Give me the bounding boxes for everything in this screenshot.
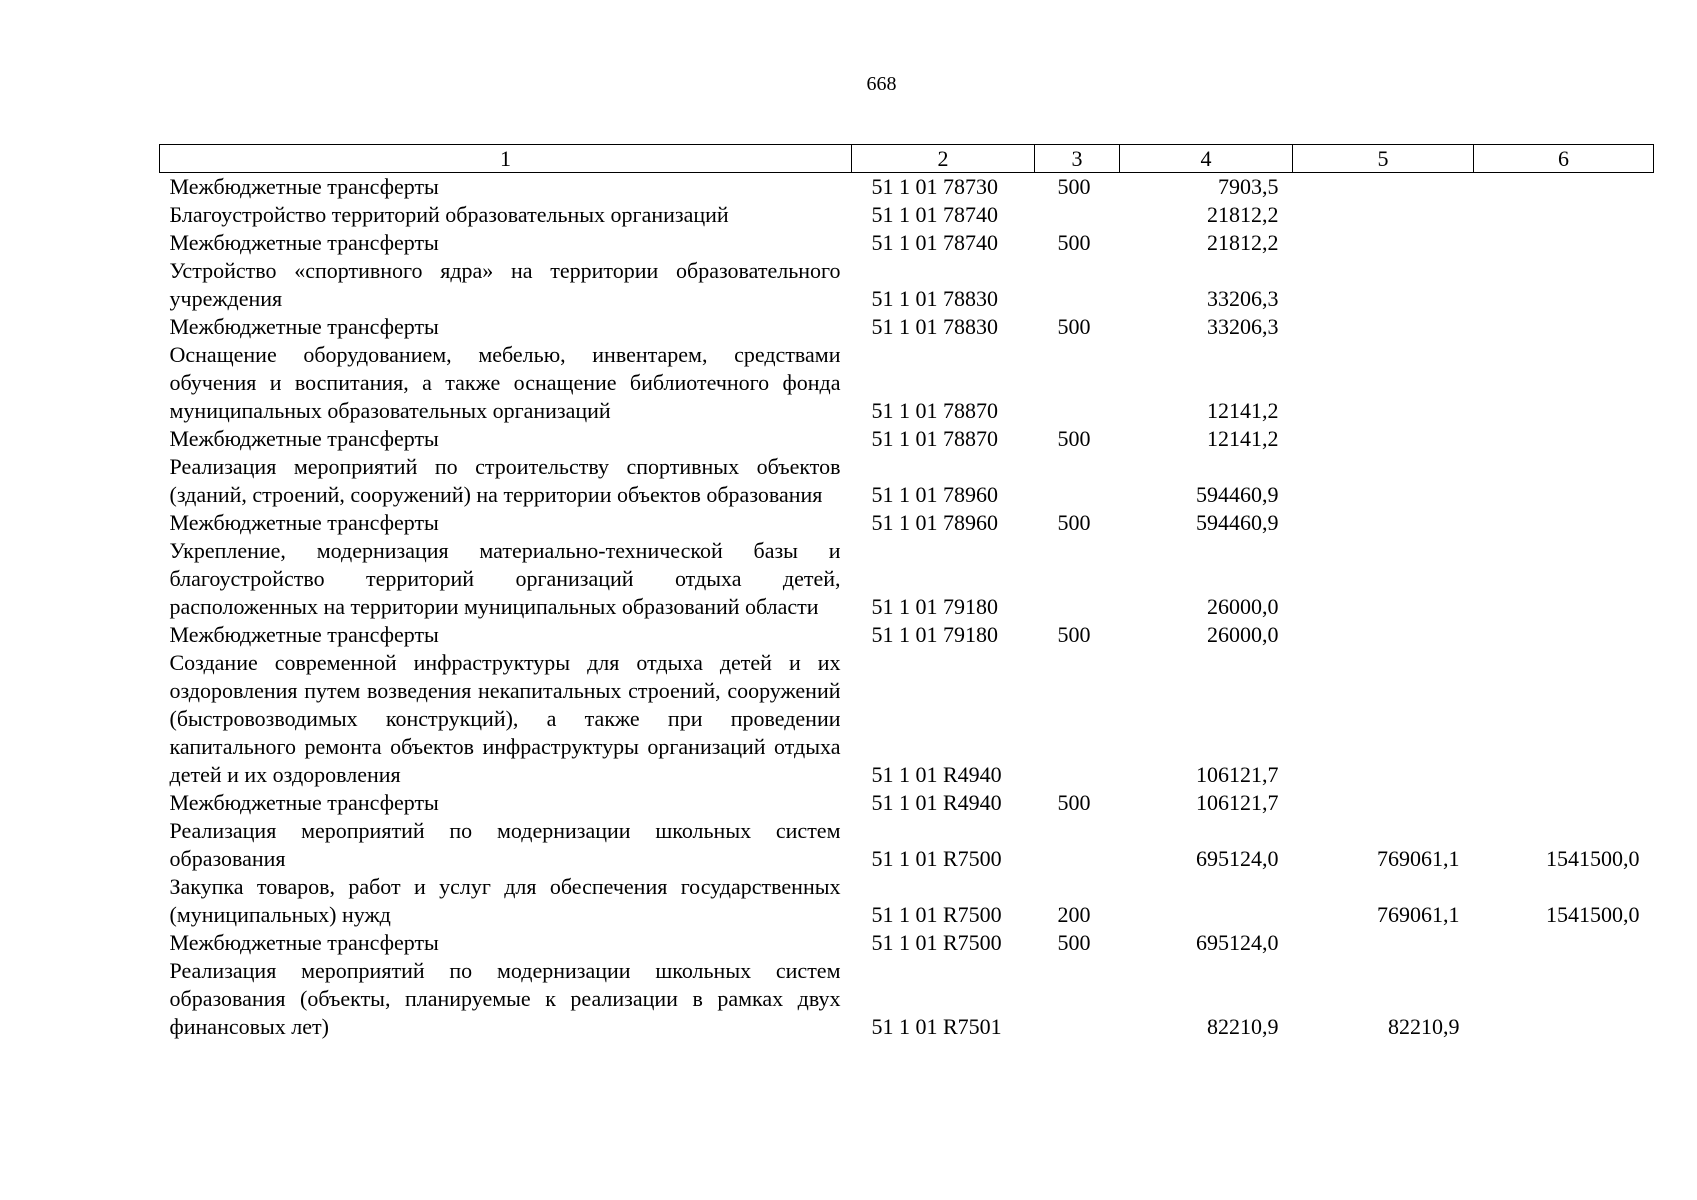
table-row [160, 173, 1654, 202]
budget-table [159, 144, 1654, 1041]
header-col-3: 3 [1035, 145, 1120, 173]
row-value-col-6 [1474, 537, 1654, 621]
row-code: 51 1 01 78870 [871, 398, 998, 423]
row-value-col-4: 695124,0 [1196, 930, 1279, 955]
row-code: 51 1 01 R7500 [871, 902, 1002, 927]
row-name: Межбюджетные трансферты [169, 426, 439, 451]
row-value-col-6 [1474, 509, 1654, 537]
row-code: 51 1 01 R7500 [871, 846, 1002, 871]
row-value-col-6 [1474, 229, 1654, 257]
row-value-col-6 [1474, 201, 1654, 229]
row-value-col-6 [1474, 425, 1654, 453]
row-value-col-6 [1474, 453, 1654, 509]
table-row [160, 817, 1654, 873]
row-expense-type: 200 [1057, 902, 1091, 927]
row-code: 51 1 01 R7500 [871, 930, 1002, 955]
row-code: 51 1 01 R7501 [871, 1014, 1002, 1039]
row-name: Межбюджетные трансферты [169, 510, 439, 535]
row-value-col-6 [1474, 621, 1654, 649]
row-expense-type [1035, 817, 1120, 873]
table-row [160, 649, 1654, 789]
row-name: Межбюджетные трансферты [169, 790, 439, 815]
row-code: 51 1 01 R4940 [871, 762, 1002, 787]
row-name: Межбюджетные трансферты [169, 174, 439, 199]
row-name: Реализация мероприятий по модернизации школьных систем образования (объекты, планируемые к реализации в рамках двух финансовых лет) [169, 958, 841, 1039]
row-value-col-4: 21812,2 [1207, 230, 1279, 255]
row-expense-type [1035, 957, 1120, 1041]
table-row [160, 229, 1654, 257]
row-name: Межбюджетные трансферты [169, 930, 439, 955]
header-col-1: 1 [160, 145, 852, 173]
table-row [160, 509, 1654, 537]
header-col-5: 5 [1293, 145, 1474, 173]
row-value-col-6 [1474, 313, 1654, 341]
row-name: Межбюджетные трансферты [169, 314, 439, 339]
table-row [160, 621, 1654, 649]
row-expense-type: 500 [1057, 314, 1091, 339]
row-value-col-5 [1293, 509, 1474, 537]
row-name: Укрепление, модернизация материально-технической базы и благоустройство территорий организаций отдыха детей, расположенных на территории муниципальных образований области [169, 538, 841, 619]
row-value-col-6: 1541500,0 [1546, 846, 1640, 871]
table-row [160, 929, 1654, 957]
page-number: 668 [866, 73, 897, 95]
row-value-col-4: 21812,2 [1207, 202, 1279, 227]
row-code: 51 1 01 78870 [871, 426, 998, 451]
header-row [160, 145, 1654, 173]
row-expense-type: 500 [1057, 790, 1091, 815]
row-name: Реализация мероприятий по модернизации школьных систем образования [169, 818, 841, 871]
row-value-col-5 [1293, 789, 1474, 817]
row-value-col-5 [1293, 173, 1474, 202]
row-name: Закупка товаров, работ и услуг для обеспечения государственных (муниципальных) нужд [169, 874, 841, 927]
row-name: Устройство «спортивного ядра» на территории образовательного учреждения [169, 258, 841, 311]
row-expense-type: 500 [1057, 174, 1091, 199]
row-expense-type: 500 [1057, 510, 1091, 535]
row-value-col-5 [1293, 537, 1474, 621]
row-value-col-5 [1293, 313, 1474, 341]
row-value-col-5 [1293, 453, 1474, 509]
row-code: 51 1 01 79180 [871, 622, 998, 647]
row-value-col-5 [1293, 201, 1474, 229]
row-value-col-4: 82210,9 [1207, 1014, 1279, 1039]
row-expense-type: 500 [1057, 426, 1091, 451]
row-value-col-5 [1293, 649, 1474, 789]
table-row [160, 313, 1654, 341]
row-value-col-4: 12141,2 [1207, 426, 1279, 451]
row-value-col-6: 1541500,0 [1546, 902, 1640, 927]
row-expense-type [1035, 649, 1120, 789]
table-row [160, 257, 1654, 313]
table-row [160, 537, 1654, 621]
row-value-col-4: 33206,3 [1207, 314, 1279, 339]
header-col-6: 6 [1474, 145, 1654, 173]
row-value-col-6 [1474, 957, 1654, 1041]
row-name: Создание современной инфраструктуры для отдыха детей и их оздоровления путем возведения некапитальных строений, сооружений (быстровозводимых конструкций), а также при проведении капитального ремонта объектов инфраструктуры организаций отдыха детей и их оздоровления [169, 650, 841, 787]
row-code: 51 1 01 78960 [871, 510, 998, 535]
row-value-col-4: 594460,9 [1196, 482, 1279, 507]
row-value-col-4: 26000,0 [1207, 622, 1279, 647]
row-value-col-5 [1293, 425, 1474, 453]
row-value-col-5: 769061,1 [1377, 902, 1460, 927]
row-value-col-4: 26000,0 [1207, 594, 1279, 619]
table-row [160, 453, 1654, 509]
row-code: 51 1 01 78960 [871, 482, 998, 507]
row-value-col-5 [1293, 341, 1474, 425]
table-body [160, 173, 1654, 1042]
row-value-col-6 [1474, 649, 1654, 789]
row-code: 51 1 01 R4940 [871, 790, 1002, 815]
table-row [160, 873, 1654, 929]
row-name: Межбюджетные трансферты [169, 622, 439, 647]
row-expense-type [1035, 201, 1120, 229]
row-expense-type: 500 [1057, 930, 1091, 955]
row-value-col-4: 7903,5 [1218, 174, 1279, 199]
row-code: 51 1 01 78830 [871, 314, 998, 339]
row-value-col-4: 106121,7 [1196, 762, 1279, 787]
table-row [160, 341, 1654, 425]
row-name: Межбюджетные трансферты [169, 230, 439, 255]
row-expense-type [1035, 257, 1120, 313]
row-value-col-4: 594460,9 [1196, 510, 1279, 535]
table-row [160, 425, 1654, 453]
row-value-col-5: 769061,1 [1377, 846, 1460, 871]
row-name: Благоустройство территорий образовательных организаций [169, 202, 729, 227]
table-row [160, 201, 1654, 229]
row-expense-type: 500 [1057, 230, 1091, 255]
row-expense-type [1035, 453, 1120, 509]
row-value-col-6 [1474, 929, 1654, 957]
row-value-col-6 [1474, 173, 1654, 202]
row-code: 51 1 01 78740 [871, 202, 998, 227]
row-code: 51 1 01 78730 [871, 174, 998, 199]
header-col-4: 4 [1120, 145, 1293, 173]
row-value-col-4: 695124,0 [1196, 846, 1279, 871]
row-value-col-5 [1293, 621, 1474, 649]
row-expense-type [1035, 537, 1120, 621]
row-name: Оснащение оборудованием, мебелью, инвентарем, средствами обучения и воспитания, а также оснащение библиотечного фонда муниципальных образовательных организаций [169, 342, 841, 423]
row-code: 51 1 01 78740 [871, 230, 998, 255]
table-row [160, 789, 1654, 817]
row-value-col-6 [1474, 257, 1654, 313]
row-value-col-5 [1293, 229, 1474, 257]
row-expense-type: 500 [1057, 622, 1091, 647]
row-value-col-5 [1293, 257, 1474, 313]
row-value-col-5: 82210,9 [1388, 1014, 1460, 1039]
row-value-col-6 [1474, 341, 1654, 425]
table-row [160, 957, 1654, 1041]
row-name: Реализация мероприятий по строительству спортивных объектов (зданий, строений, сооружений) на территории объектов образования [169, 454, 841, 507]
row-value-col-4: 106121,7 [1196, 790, 1279, 815]
row-value-col-6 [1474, 789, 1654, 817]
row-code: 51 1 01 78830 [871, 286, 998, 311]
row-value-col-5 [1293, 929, 1474, 957]
row-expense-type [1035, 341, 1120, 425]
row-code: 51 1 01 79180 [871, 594, 998, 619]
row-value-col-4: 12141,2 [1207, 398, 1279, 423]
row-value-col-4: 33206,3 [1207, 286, 1279, 311]
table-header [160, 145, 1654, 173]
header-col-2: 2 [852, 145, 1035, 173]
row-value-col-4 [1120, 873, 1293, 929]
